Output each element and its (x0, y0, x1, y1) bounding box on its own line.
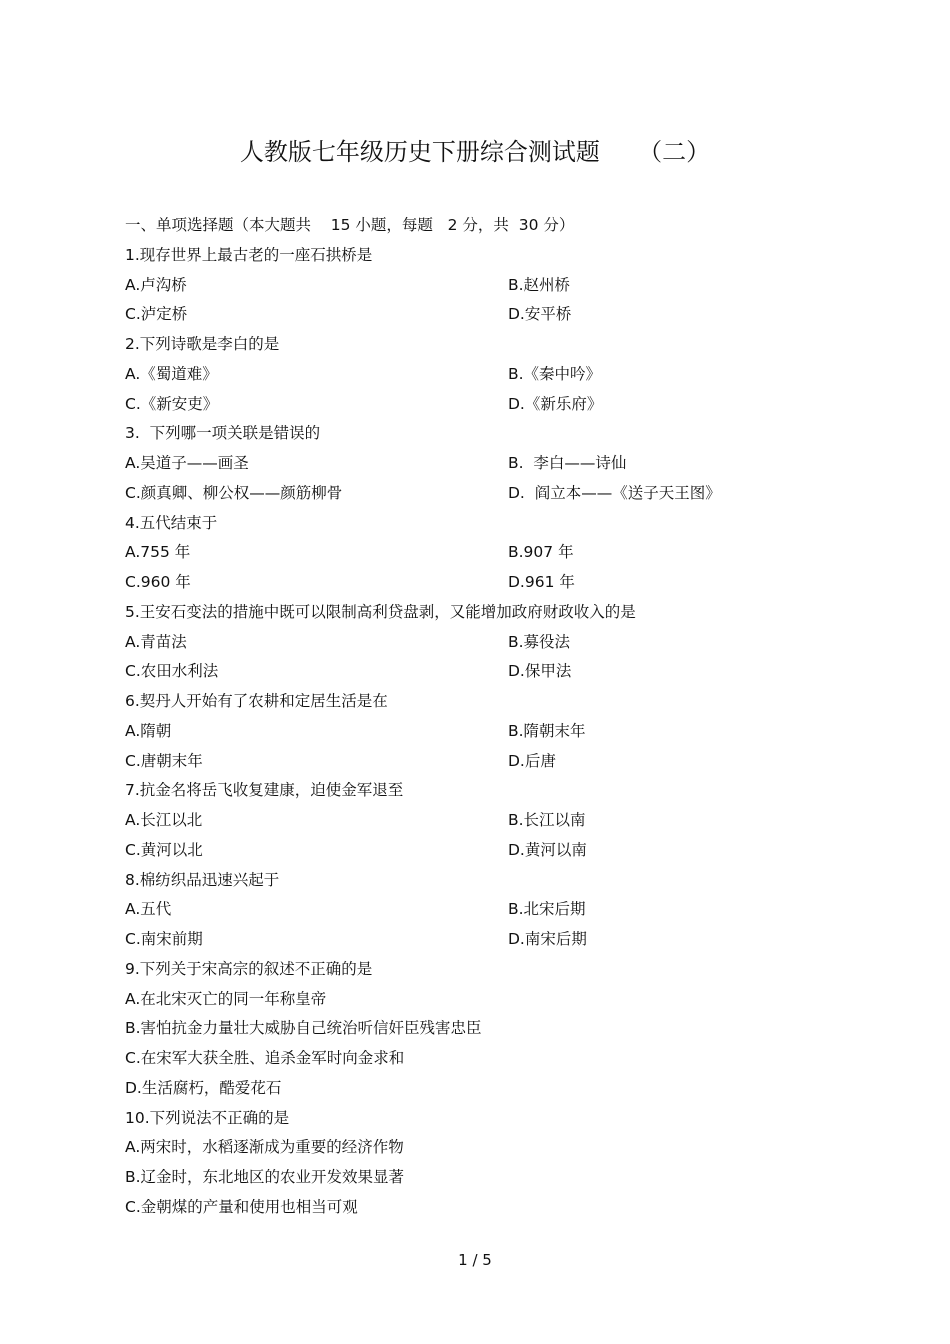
question-section (125, 211, 825, 1223)
answer-option: B.《秦中吟》 (508, 364, 602, 383)
answer-option: B.隋朝末年 (508, 721, 586, 740)
option-row (125, 300, 825, 330)
answer-option: B.907 年 (508, 543, 574, 562)
option-row (125, 806, 825, 836)
question-stem: 5.王安石变法的措施中既可以限制高利贷盘剥，又能增加政府财政收入的是 (125, 602, 636, 621)
answer-option: B.赵州桥 (508, 275, 571, 294)
question-stem: 9.下列关于宋高宗的叙述不正确的是 (125, 959, 373, 978)
answer-option: A.两宋时，水稻逐渐成为重要的经济作物 (125, 1138, 404, 1157)
option-row (125, 628, 825, 658)
option-row (125, 925, 825, 955)
question-stem: 6.契丹人开始有了农耕和定居生活是在 (125, 692, 388, 710)
question-stem: 7.抗金名将岳飞收复建康，迫使金军退至 (125, 781, 404, 800)
answer-option: C.颜真卿、柳公权——颜筋柳骨 (125, 483, 343, 502)
option-row (125, 1133, 825, 1163)
option-row (125, 717, 825, 747)
answer-option: B.辽金时，东北地区的农业开发效果显著 (125, 1168, 405, 1186)
answer-option: C.南宋前期 (125, 930, 203, 948)
option-row (125, 390, 825, 420)
answer-option: D.生活腐朽，酷爱花石 (125, 1078, 282, 1097)
answer-option: D.《新乐府》 (508, 394, 603, 413)
option-row (125, 1193, 825, 1223)
answer-option: C.金朝煤的产量和使用也相当可观 (125, 1197, 358, 1216)
question-stem: 10.下列说法不正确的是 (125, 1108, 290, 1127)
option-row (125, 895, 825, 925)
answer-option: A.在北宋灭亡的同一年称皇帝 (125, 989, 327, 1008)
answer-option: D.961 年 (508, 573, 575, 591)
answer-option: B. 李白——诗仙 (508, 454, 627, 472)
answer-option: A.卢沟桥 (125, 275, 187, 294)
option-row (125, 985, 825, 1015)
answer-option: D.后唐 (508, 751, 556, 770)
answer-option: C.黄河以北 (125, 840, 203, 859)
answer-option: C.在宋军大获全胜、追杀金军时向金求和 (125, 1049, 405, 1067)
answer-option: A.755 年 (125, 543, 191, 562)
option-row (125, 360, 825, 390)
option-row (125, 1014, 825, 1044)
option-row (125, 538, 825, 568)
answer-option: B.募役法 (508, 632, 571, 651)
option-row (125, 836, 825, 866)
option-row (125, 1044, 825, 1074)
question-stem: 1.现存世界上最古老的一座石拱桥是 (125, 245, 373, 264)
answer-option: A.《蜀道难》 (125, 364, 218, 383)
option-row (125, 657, 825, 687)
answer-option: D.黄河以南 (508, 840, 587, 859)
question-stem: 8.棉纺织品迅速兴起于 (125, 870, 280, 889)
section-heading: 一、单项选择题（本大题共 15 小题，每题 2 分，共 30 分） (125, 216, 575, 234)
option-row (125, 568, 825, 598)
page-title: 人教版七年级历史下册综合测试题 （二） (239, 138, 711, 166)
question-stem: 3. 下列哪一项关联是错误的 (125, 424, 321, 443)
answer-option: D. 阎立本——《送子天王图》 (508, 483, 721, 502)
answer-option: B.害怕抗金力量壮大威胁自己统治听信奸臣残害忠臣 (125, 1019, 482, 1038)
option-row (125, 1074, 825, 1104)
answer-option: D.保甲法 (508, 662, 572, 681)
answer-option: B.北宋后期 (508, 900, 586, 919)
answer-option: C.农田水利法 (125, 662, 219, 681)
answer-option: A.五代 (125, 900, 172, 919)
option-row (125, 479, 825, 509)
answer-option: A.长江以北 (125, 811, 203, 829)
option-row (125, 1163, 825, 1193)
question-stem: 4.五代结束于 (125, 513, 218, 532)
option-row (125, 747, 825, 777)
answer-option: D.安平桥 (508, 305, 572, 324)
question-stem: 2.下列诗歌是李白的是 (125, 335, 280, 353)
page-number: 1 / 5 (458, 1251, 492, 1269)
answer-option: C.《新安吏》 (125, 394, 219, 413)
answer-option: C.960 年 (125, 573, 191, 591)
option-row (125, 449, 825, 479)
answer-option: B.长江以南 (508, 811, 586, 829)
answer-option: A.青苗法 (125, 632, 187, 651)
answer-option: A.隋朝 (125, 721, 172, 740)
answer-option: C.泸定桥 (125, 305, 188, 324)
answer-option: D.南宋后期 (508, 930, 587, 948)
option-row (125, 271, 825, 301)
answer-option: A.吴道子——画圣 (125, 454, 249, 472)
answer-option: C.唐朝末年 (125, 751, 203, 770)
